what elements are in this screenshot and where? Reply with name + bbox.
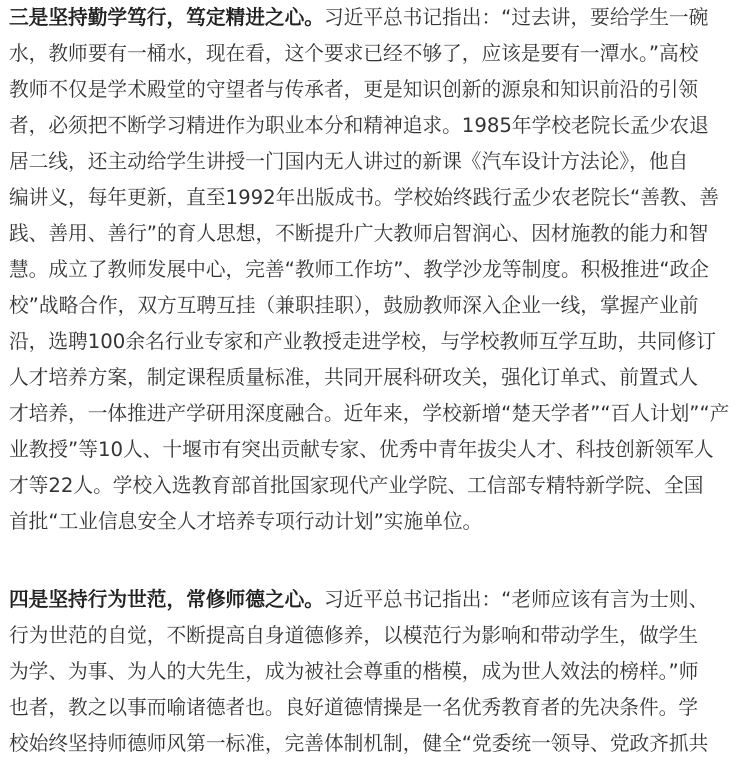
paragraph-line (9, 0, 745, 36)
paragraph-line: 者，必须把不断学习精进作为职业本分和精神追求。1985年学校老院长孟少农退 (9, 114, 709, 137)
article-body (9, 0, 745, 762)
paragraph-line: 也者，教之以事而喻诸德者也。良好道德情操是一名优秀教育者的先决条件。学 (9, 696, 699, 719)
paragraph-text: 习近平总书记指出：“老师应该有言为士则、 (324, 588, 709, 611)
paragraph-line: 行为世范的自觉，不断提高自身道德修养，以模范行为影响和带动学生，做学生 (9, 624, 699, 647)
paragraph-line: 校”战略合作，双方互聘互挂（兼职挂职），鼓励教师深入企业一线，掌握产业前 (9, 294, 699, 317)
paragraph-line (9, 582, 745, 618)
paragraph-heading: 三是坚持勤学笃行，笃定精进之心。 (9, 6, 324, 29)
paragraph-line: 业教授”等10人、十堰市有突出贡献专家、优秀中青年拔尖人才、科技创新领军人 (9, 438, 714, 461)
paragraph-moral-example (9, 582, 745, 762)
paragraph-line: 编讲义，每年更新，直至1992年出版成书。学校始终践行孟少农老院长“善教、善 (9, 186, 719, 209)
paragraph-heading: 四是坚持行为世范，常修师德之心。 (9, 588, 324, 611)
paragraph-line: 才培养，一体推进产学研用深度融合。近年来，学校新增“楚天学者”“百人计划”“产 (9, 402, 730, 425)
paragraph-line: 践、善用、善行”的育人思想，不断提升广大教师启智润心、因材施教的能力和智 (9, 222, 709, 245)
paragraph-line: 教师不仅是学术殿堂的守望者与传承者，更是知识创新的源泉和知识前沿的引领 (9, 78, 699, 101)
paragraph-text: 习近平总书记指出：“过去讲，要给学生一碗 (324, 6, 709, 29)
paragraph-spacer (9, 540, 745, 576)
paragraph-line: 才等22人。学校入选教育部首批国家现代产业学院、工信部专精特新学院、全国 (9, 474, 704, 497)
paragraph-line: 校始终坚持师德师风第一标准，完善体制机制，健全“党委统一领导、党政齐抓共 (9, 732, 709, 755)
paragraph-line: 为学、为事、为人的大先生，成为被社会尊重的楷模，成为世人效法的榜样。”师 (9, 660, 699, 683)
paragraph-line: 首批“工业信息安全人才培养专项行动计划”实施单位。 (9, 510, 483, 533)
paragraph-line: 居二线，还主动给学生讲授一门国内无人讲过的新课《汽车设计方法论》，他自 (9, 150, 689, 173)
paragraph-line: 慧。成立了教师发展中心，完善“教师工作坊”、教学沙龙等制度。积极推进“政企 (9, 258, 709, 281)
paragraph-line: 水，教师要有一桶水，现在看，这个要求已经不够了，应该是要有一潭水。”高校 (9, 42, 699, 65)
paragraph-diligent-study (9, 0, 745, 540)
paragraph-line: 沿，选聘100余名行业专家和产业教授走进学校，与学校教师互学互助，共同修订 (9, 330, 716, 353)
paragraph-line: 人才培养方案，制定课程质量标准，共同开展科研攻关，强化订单式、前置式人 (9, 366, 699, 389)
